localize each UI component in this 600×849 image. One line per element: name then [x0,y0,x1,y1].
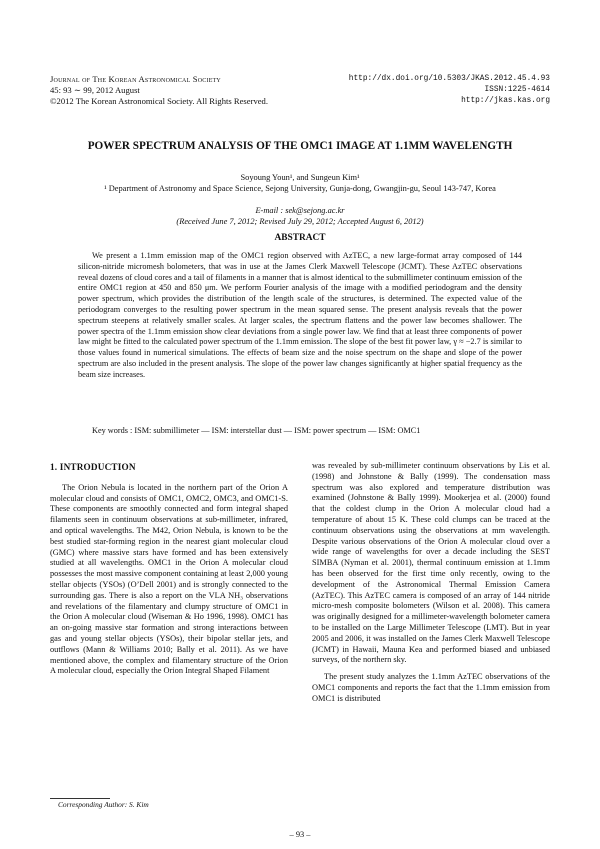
volume-line: 45: 93 ∼ 99, 2012 August [50,85,140,95]
doi-link[interactable]: http://dx.doi.org/10.5303/JKAS.2012.45.4.93 [348,75,550,83]
abstract-text: We present a 1.1mm emission map of the OMC1 region observed with AzTEC, a new large-format array composed of 144 silicon-nitride micromesh bolometers, that was in use at the James Clerk Maxwell Telescope (JCMT). These AzTEC observations reveal dozens of cloud cores and a tail of filaments in a manner that is almost identical to the submillimeter continuum emission of the entire OMC1 region at 450 and 850 μm. We perform Fourier analysis of the image with a modified periodogram and the density power spectrum, which provides the distribution of the length scale of the structures, is determined. The expected value of the periodogram converges to the resulting power spectrum in the mean squared sense. The present analysis reveals that the power spectrum steepens at relatively smaller scales. At larger scales, the spectrum flattens and the power law becomes shallower. The power spectra of the 1.1mm emission show clear deviations from a single power law. We find that at least three components of power law might be fitted to the calculated power spectrum of the 1.1mm emission. The slope of the best fit power law, γ ≈ −2.7 is similar to those values found in numerical simulations. The effects of beam size and the noise spectrum on the shape and slope of the power spectrum are also included in the present analysis. The slope of the power law changes significantly at higher spatial frequency as the beam size increases. [78,251,522,379]
left-column [50,462,288,677]
footnote-text: Corresponding Author: S. Kim [58,800,149,809]
intro-paragraph-1: The Orion Nebula is located in the northern part of the Orion A molecular cloud and consists of OMC1, OMC2, OMC3, and OMC1-S. These components are smoothly connected and form integral shaped filaments seen in continuum observations at sub-millimeter, infrared, and optical wavelengths. The M42, Orion Nebula, is known to be the best studied star-forming region in the nearest giant molecular cloud (GMC) where massive stars have formed and has been extensively studied at all wavelengths. OMC1 in the Orion A molecular cloud possesses the most massive component containing at least 2,000 young stellar objects (YSOs) (O’Dell 2001) and is strongly connected to the surrounding gas. There is also a report on the VLA NH₃ observations and revelations of the filamentary and clumpy structure of OMC1 in the Orion A molecular cloud (Wiseman & Ho 1996, 1998). OMC1 has an on-going massive star formation and strong interactions between gas and young stellar objects (YSOs), their bipolar stellar jets, and outflows (Mann & Williams 2010; Bally et al. 2011). As we have mentioned above, the complex and filamentary structure of the Orion A molecular cloud, especially the Orion Integral Shaped Filament [50,482,288,676]
right-column [312,461,550,705]
section-heading-introduction: 1. INTRODUCTION [50,462,136,472]
journal-header [50,74,268,107]
page-number: – 93 – [289,830,311,839]
issn: ISSN:1225-4614 [484,86,550,94]
affiliation: ¹ Department of Astronomy and Space Science, Sejong University, Gunja-dong, Gwangjin-gu, Seoul 143-747, Korea [104,184,496,193]
journal-name: Journal of The Korean Astronomical Society [50,74,221,84]
copyright-line: ©2012 The Korean Astronomical Society. All Rights Reserved. [50,96,268,106]
paper-title: POWER SPECTRUM ANALYSIS OF THE OMC1 IMAGE AT 1.1MM WAVELENGTH [87,140,513,152]
intro-paragraph-1-continued: was revealed by sub-millimeter continuum observations by Lis et al. (1998) and Johnstone & Bally (1999). The condensation mass spectrum was also explored and temperature distribution was examined (Johnstone & Bally 1999). Mookerjea et al. (2000) found that the coldest clump in the Orion A molecular cloud had a temperature of about 15 K. These cold clumps can be traced at the continuum observations using the observations at mm wavelength. Despite various observations of the Orion A molecular cloud over a wide range of wavelengths for over a decade including the SEST SIMBA (Nyman et al. 2001), thermal continuum emission at 1.1mm has been observed for the first time only recently, owing to the development of the Astronomical Thermal Emission Camera (AzTEC). This AzTEC camera is composed of an array of 144 nitride micro-mesh composite bolometers (Wilson et al. 2008). This camera was originally designed for a millimeter-wavelength bolometer camera to be installed on the Large Millimeter Telescope (LMT). But in year 2005 and 2006, it was installed on the James Clerk Maxwell Telescope (JCMT) in Hawaii, Mauna Kea and performed biased and unbiased surveys, of the northern sky. [312,461,550,665]
keywords: Key words : ISM: submillimeter — ISM: interstellar dust — ISM: power spectrum — ISM: OMC1 [92,426,421,435]
corresponding-author-footnote [58,800,149,810]
contact-email: E-mail : sek@sejong.ac.kr [255,206,345,215]
received-dates: (Received June 7, 2012; Revised July 29, 2012; Accepted August 6, 2012) [176,217,424,226]
journal-links [349,74,550,107]
intro-paragraph-2: The present study analyzes the 1.1mm AzTEC observations of the OMC1 components and reports the fact that the 1.1mm emission from OMC1 is distributed [312,672,550,703]
footnote-divider [50,798,110,799]
abstract-heading: ABSTRACT [274,233,326,243]
author-list: Soyoung Youn¹, and Sungeun Kim¹ [240,173,360,182]
journal-site-link[interactable]: http://jkas.kas.org [461,97,550,105]
